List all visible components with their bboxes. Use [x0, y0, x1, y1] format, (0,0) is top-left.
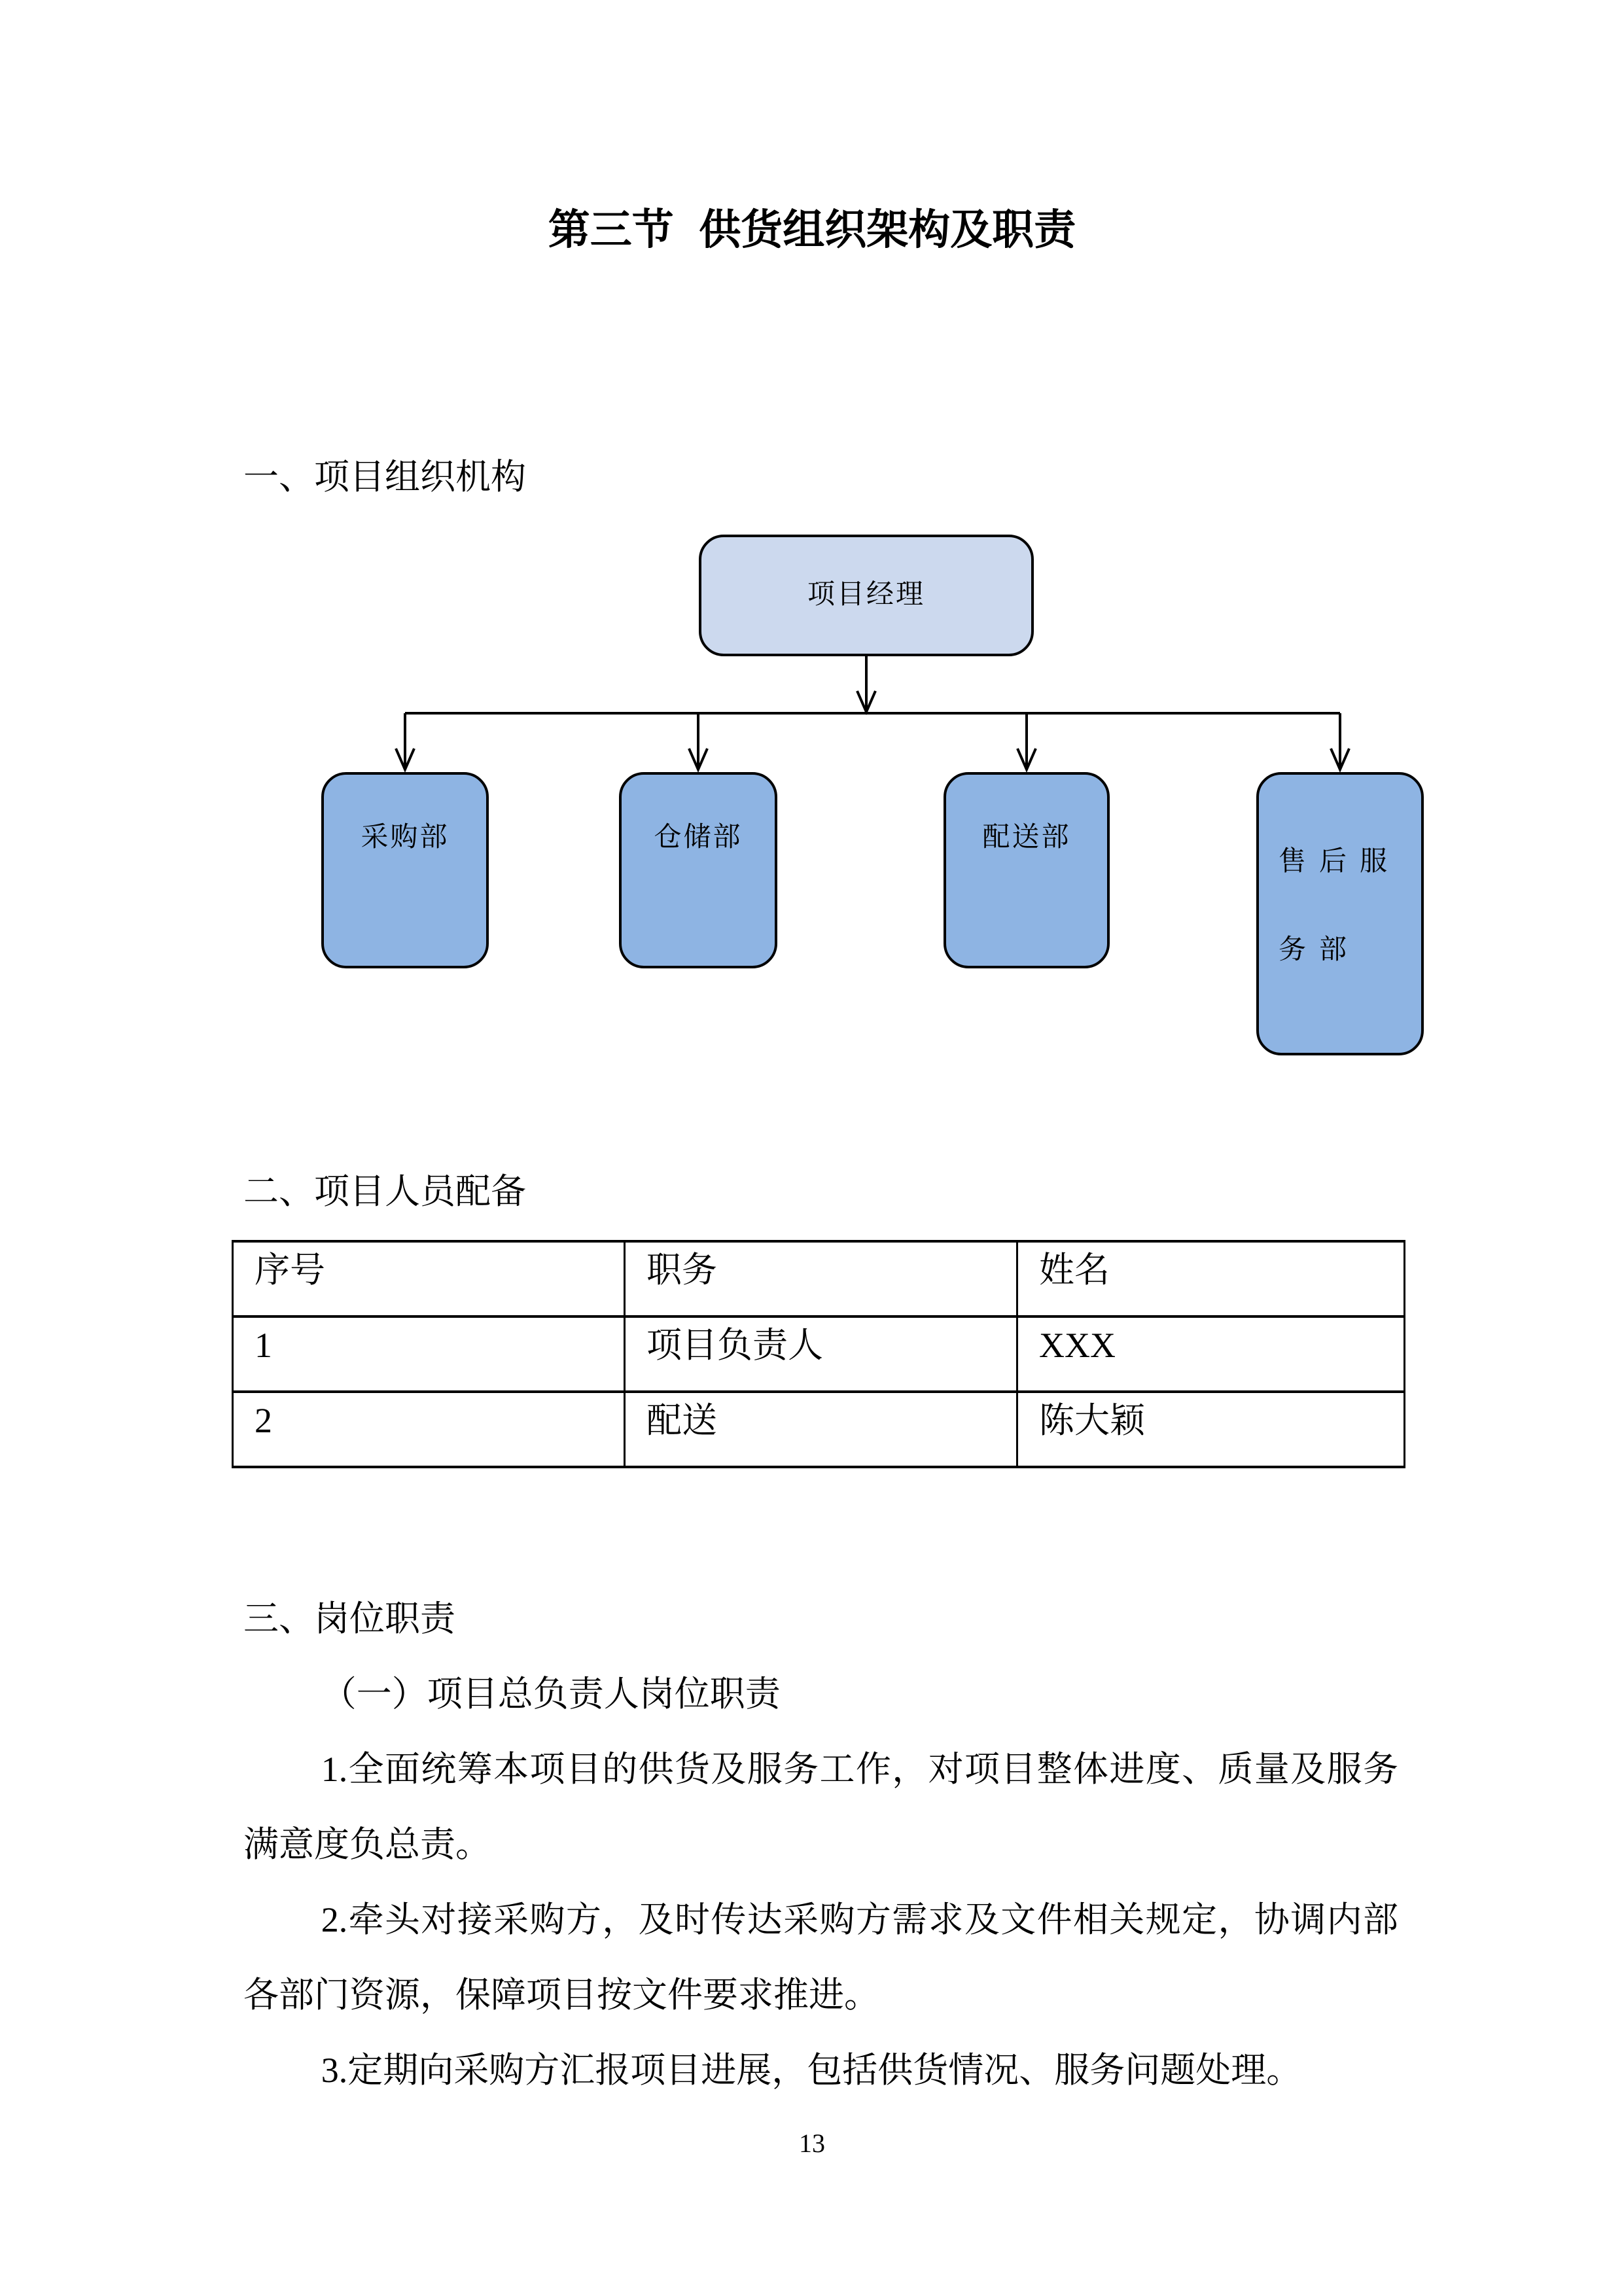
- section-heading-3: 三、岗位职责: [243, 1599, 455, 1638]
- org-chart: [0, 510, 1624, 1112]
- cell-role: 配送: [625, 1392, 1017, 1467]
- page-title: 第三节 供货组织架构及职责: [548, 207, 1076, 253]
- cell-role: 项目负责人: [625, 1316, 1017, 1392]
- page-number: 13: [799, 2128, 825, 2158]
- org-node-manager: 项目经理: [699, 535, 1034, 656]
- paragraph-2: 2.牵头对接采购方，及时传达采购方需求及文件相关规定，协调内部各部门资源，保障项目按文件要求推进。: [243, 1900, 1398, 2015]
- responsibilities-section: [243, 1581, 1398, 2108]
- table-row: [233, 1316, 1405, 1392]
- cell-no: 2: [233, 1392, 625, 1467]
- header-cell-name: 姓名: [1017, 1241, 1405, 1316]
- table-row: [233, 1392, 1405, 1467]
- section-heading-1: 一、项目组织机构: [243, 457, 526, 497]
- cell-name: XXX: [1017, 1316, 1405, 1392]
- header-cell-role: 职务: [625, 1241, 1017, 1316]
- personnel-table: [232, 1240, 1405, 1468]
- subsection-heading: （一）项目总负责人岗位职责: [321, 1674, 781, 1714]
- org-node-purchasing: 采购部: [321, 772, 489, 968]
- org-node-delivery: 配送部: [944, 772, 1110, 968]
- section-heading-2: 二、项目人员配备: [243, 1172, 526, 1211]
- table-header-row: [233, 1241, 1405, 1316]
- org-node-aftersales: 售后服务部: [1256, 772, 1424, 1055]
- paragraph-1: 1.全面统筹本项目的供货及服务工作，对项目整体进度、质量及服务满意度负总责。: [243, 1750, 1398, 1864]
- cell-no: 1: [233, 1316, 625, 1392]
- paragraph-3: 3.定期向采购方汇报项目进展，包括供货情况、服务问题处理。: [321, 2051, 1302, 2090]
- header-cell-no: 序号: [233, 1241, 625, 1316]
- cell-name: 陈大颖: [1017, 1392, 1405, 1467]
- org-node-warehouse: 仓储部: [619, 772, 777, 968]
